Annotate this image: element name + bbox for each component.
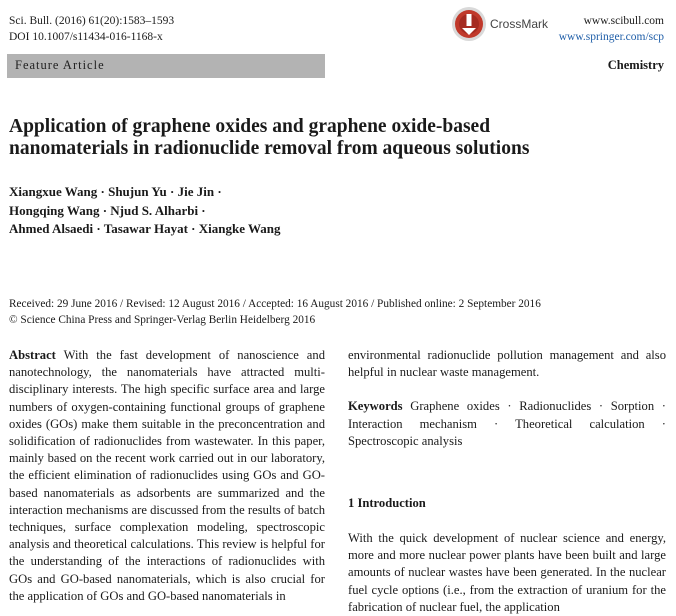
introduction-text: With the quick development of nuclear science and energy, more and more nuclear power plants have been built and large amounts of nuclear wastes have been generated. In the nuclear fuel cycle options (i.e., from the extraction of uranium for the fabrication of nuclear fuel, the application	[348, 531, 666, 614]
abstract-section	[9, 347, 325, 605]
author-line: Ahmed Alsaedi · Tasawar Hayat · Xiangke Wang	[9, 221, 281, 236]
copyright-notice: © Science China Press and Springer-Verlag Berlin Heidelberg 2016	[9, 313, 316, 326]
article-type: Feature Article	[15, 58, 105, 72]
scibull-link[interactable]: www.scibull.com	[583, 15, 664, 27]
journal-citation: Sci. Bull. (2016) 61(20):1583–1593	[9, 15, 175, 27]
author-list	[9, 183, 281, 239]
abstract-continuation: environmental radionuclide pollution management and also helpful in nuclear waste management.	[348, 348, 666, 380]
crossmark-badge[interactable]	[451, 5, 551, 45]
springer-link[interactable]: www.springer.com/scp	[558, 31, 664, 43]
author-line: Xiangxue Wang · Shujun Yu · Jie Jin ·	[9, 184, 222, 199]
abstract-label: Abstract	[9, 348, 56, 362]
publication-history	[9, 297, 541, 328]
journal-links	[559, 13, 664, 45]
author-line: Hongqing Wang · Njud S. Alharbi ·	[9, 202, 206, 218]
keywords-label: Keywords	[348, 399, 403, 414]
crossmark-icon	[451, 6, 487, 42]
right-column	[348, 347, 666, 450]
crossmark-label: CrossMark	[490, 17, 549, 31]
article-type-banner	[7, 54, 325, 78]
title-line: nanomaterials in radionuclide removal from aqueous solutions	[9, 138, 530, 159]
introduction-heading: 1 Introduction	[348, 496, 426, 510]
doi[interactable]: DOI 10.1007/s11434-016-1168-x	[9, 31, 163, 43]
keywords-section	[348, 398, 666, 450]
abstract-text: With the fast development of nanoscience and nanotechnology, the nanomaterials have attracted multi-disciplinary interests. The high specific surface area and large numbers of oxygen-containing functional groups of graphene oxides (GOs) make them suitable in the preconcentration and solidification of radionuclides from wastewater. In this paper, mainly based on the recent work carried out in our laboratory, the efficient elimination of radionuclides using GOs and GO-based nanomaterials as adsorbents are summarized and the interaction mechanisms are discussed from the results of batch techniques, surface complexation modeling, spectroscopic analysis and theoretical calculations. This review is helpful for the understanding of the interactions of radionuclides with GOs and GO-based nanomaterials, which is also crucial for the application of GOs and GO-based nanomaterials in	[9, 348, 325, 603]
title-line: Application of graphene oxides and graphene oxide-based	[9, 116, 491, 137]
journal-info	[9, 13, 174, 45]
article-title	[9, 116, 649, 160]
keywords-text: Graphene oxides · Radionuclides · Sorption · Interaction mechanism · Theoretical calculation · Spectroscopic analysis	[348, 399, 666, 448]
subject-category: Chemistry	[607, 58, 664, 72]
history-dates: Received: 29 June 2016 / Revised: 12 August 2016 / Accepted: 16 August 2016 / Published online: 2 September 2016	[9, 298, 541, 310]
